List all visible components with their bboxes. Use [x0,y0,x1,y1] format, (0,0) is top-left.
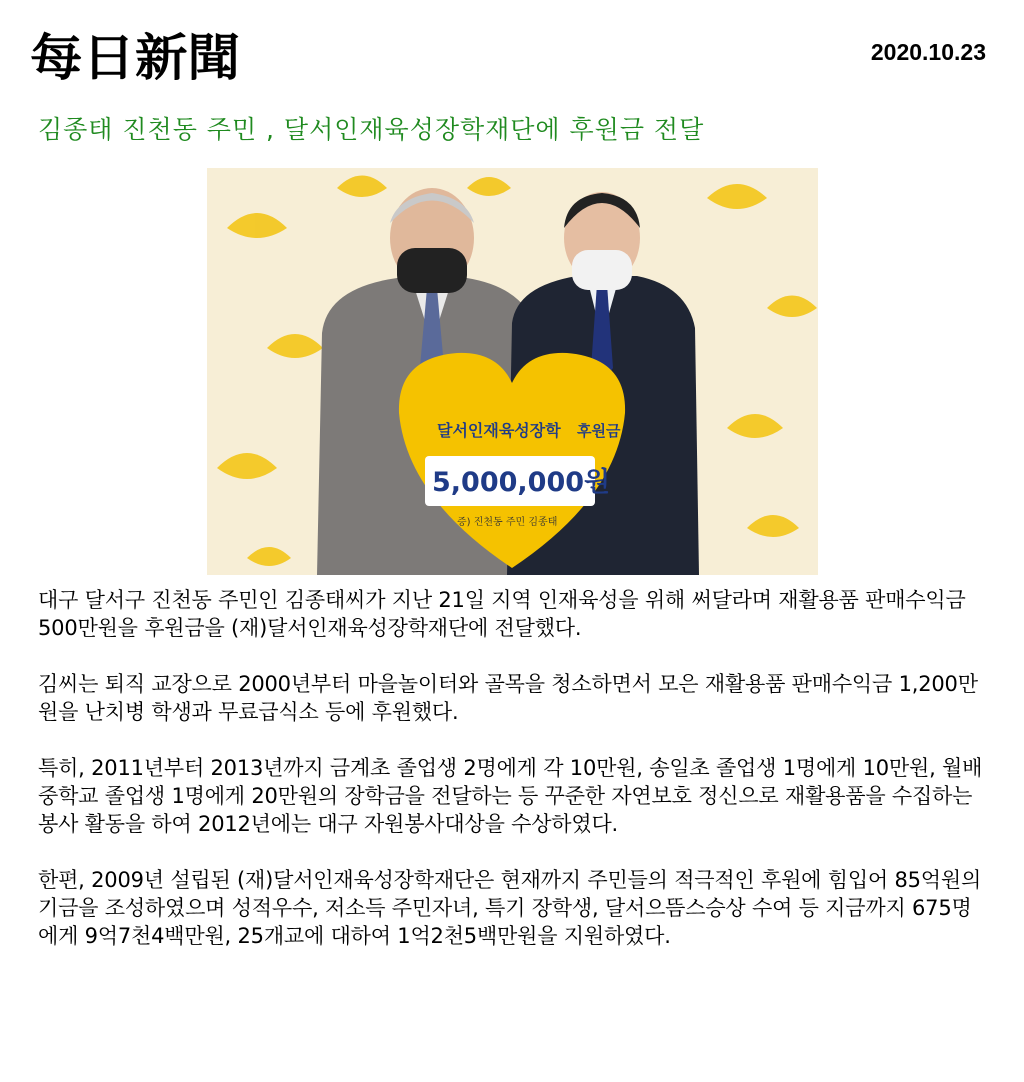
sign-title: 달서인재육성장학 [437,421,561,440]
article-photo [207,168,818,575]
sign-amount: 5,000,000원 [432,467,611,498]
sign-subtitle: 후원금 [577,422,621,440]
article-paragraph: 한편, 2009년 설립된 (재)달서인재육성장학재단은 현재까지 주민들의 적극적인 후원에 힘입어 85억원의 기금을 조성하였으며 성적우수, 저소득 주민자녀, 특기 장학생, 달서으뜸스승상 수여 등 지금까지 675명에게 9억7천4백만원, 25개교에 대하여 1억2천5백만원을 지원하였다. [38,868,982,948]
article-paragraph: 김씨는 퇴직 교장으로 2000년부터 마을놀이터와 골목을 청소하면서 모은 재활용품 판매수익금 1,200만원을 난치병 학생과 무료급식소 등에 후원했다. [38,672,978,724]
article-body [38,586,990,978]
article-headline: 김종태 진천동 주민 , 달서인재육성장학재단에 후원금 전달 [38,115,705,144]
article-paragraph: 특히, 2011년부터 2013년까지 금계초 졸업생 2명에게 각 10만원, 송일초 졸업생 1명에게 10만원, 월배중학교 졸업생 1명에게 20만원의 장학금을 전달하는 등 꾸준한 자연보호 정신으로 재활용품을 수집하는 봉사 활동을 하여 2012년에는 대구 자원봉사대상을 수상하였다. [38,756,983,836]
sign-donor: 증) 진천동 주민 김종태 [457,517,558,528]
article-date: 2020.10.23 [870,39,986,65]
article-paragraph: 대구 달서구 진천동 주민인 김종태씨가 지난 21일 지역 인재육성을 위해 써달라며 재활용품 판매수익금 500만원을 후원금을 (재)달서인재육성장학재단에 전달했다. [38,588,966,640]
newspaper-logo: 每日新聞 [30,28,240,87]
